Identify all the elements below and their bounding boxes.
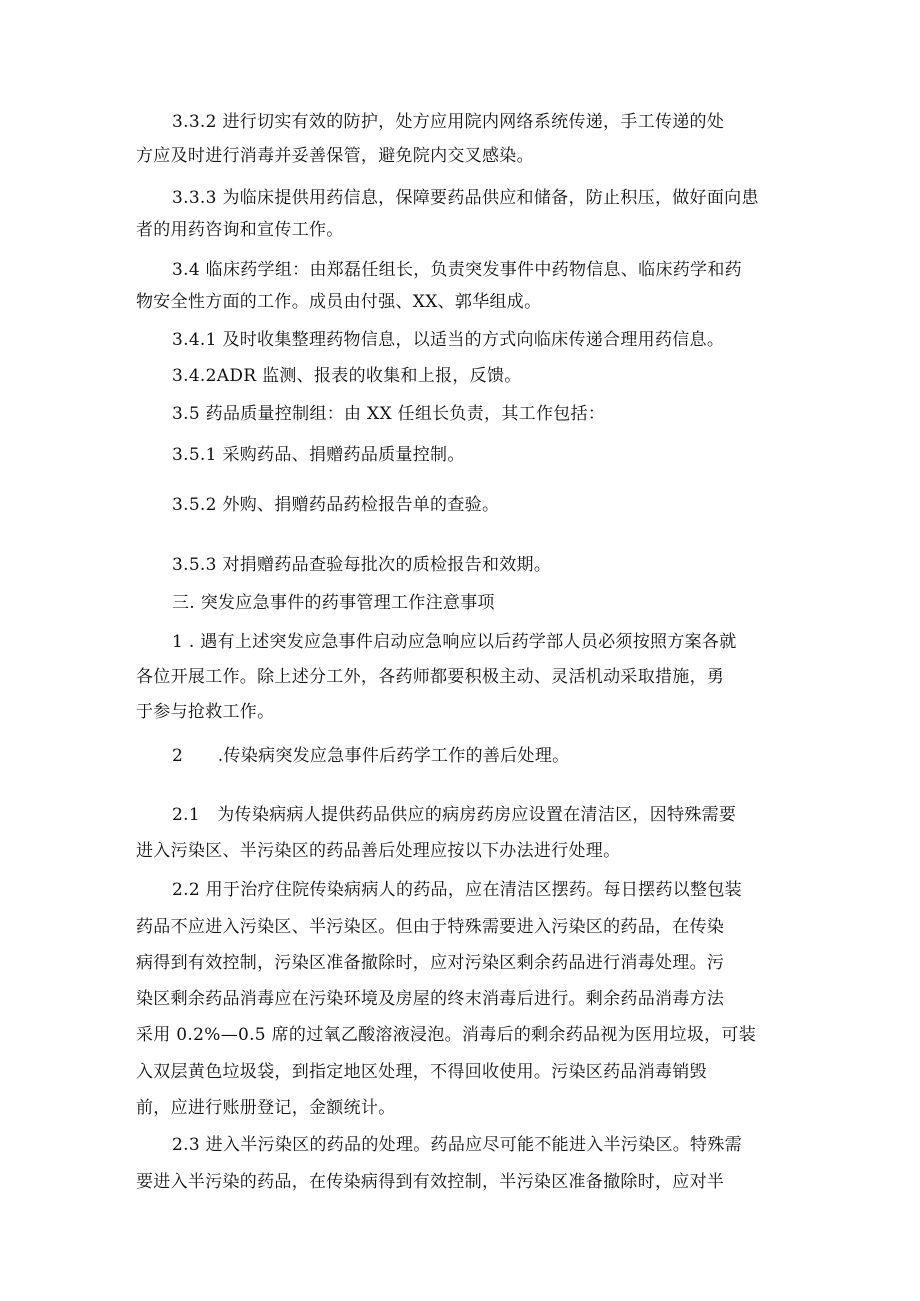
text-line: 者的用药咨询和宣传工作。 <box>136 220 344 240</box>
text-line: 药品不应进入污染区、半污染区。但由于特殊需要进入污染区的药品，在传染 <box>136 917 725 937</box>
text-line: 3.3.3 为临床提供用药信息，保障要药品供应和储备，防止积压，做好面向患 <box>172 188 759 208</box>
text-line: 染区剩余药品消毒应在污染环境及房屋的终末消毒后进行。剩余药品消毒方法 <box>136 989 725 1009</box>
text-line: 3.4 临床药学组：由郑磊任组长，负责突发事件中药物信息、临床药学和药 <box>172 260 742 280</box>
section-heading: 三. 突发应急事件的药事管理工作注意事项 <box>172 593 495 613</box>
text-line: 3.5.3 对捐赠药品查验每批次的质检报告和效期。 <box>172 555 552 575</box>
text-line: 2 .传染病突发应急事件后药学工作的善后处理。 <box>172 746 570 766</box>
text-line: 要进入半污染的药品，在传染病得到有效控制，半污染区准备撤除时，应对半 <box>136 1172 725 1192</box>
text-line: 2.1 为传染病病人提供药品供应的病房药房应设置在清洁区，因特殊需要 <box>172 805 737 825</box>
text-line: 方应及时进行消毒并妥善保管，避免院内交叉感染。 <box>136 146 534 166</box>
text-line: 病得到有效控制，污染区准备撤除时，应对污染区剩余药品进行消毒处理。污 <box>136 953 725 973</box>
text-line: 于参与抢救工作。 <box>136 702 275 722</box>
text-line: 3.5.2 外购、捐赠药品药检报告单的查验。 <box>172 495 500 515</box>
text-line: 2.2 用于治疗住院传染病病人的药品，应在清洁区摆药。每日摆药以整包装 <box>172 880 742 900</box>
text-line: 3.4.2ADR 监测、报表的收集和上报，反馈。 <box>172 366 522 386</box>
text-line: 3.5 药品质量控制组：由 XX 任组长负责，其工作包括： <box>172 404 606 424</box>
text-line: 各位开展工作。除上述分工外，各药师都要积极主动、灵活机动采取措施，勇 <box>136 667 725 687</box>
text-line: 2.3 进入半污染区的药品的处理。药品应尽可能不能进入半污染区。特殊需 <box>172 1135 742 1155</box>
text-line: 进入污染区、半污染区的药品善后处理应按以下办法进行处理。 <box>136 841 621 861</box>
text-line: 3.5.1 采购药品、捐赠药品质量控制。 <box>172 445 465 465</box>
text-line: 入双层黄色垃圾袋，到指定地区处理，不得回收使用。污染区药品消毒销毁 <box>136 1062 707 1082</box>
text-line: 3.4.1 及时收集整理药物信息，以适当的方式向临床传递合理用药信息。 <box>172 330 725 350</box>
text-line: 3.3.2 进行切实有效的防护，处方应用院内网络系统传递，手工传递的处 <box>172 112 725 132</box>
text-line: 前，应进行账册登记，金额统计。 <box>136 1098 396 1118</box>
text-line: 物安全性方面的工作。成员由付强、XX、郭华组成。 <box>136 292 542 312</box>
text-line: 1 . 遇有上述突发应急事件启动应急响应以后药学部人员必须按照方案各就 <box>172 632 737 652</box>
text-line: 采用 0.2%—0.5 席的过氧乙酸溶液浸泡。消毒后的剩余药品视为医用垃圾，可装 <box>136 1025 757 1045</box>
